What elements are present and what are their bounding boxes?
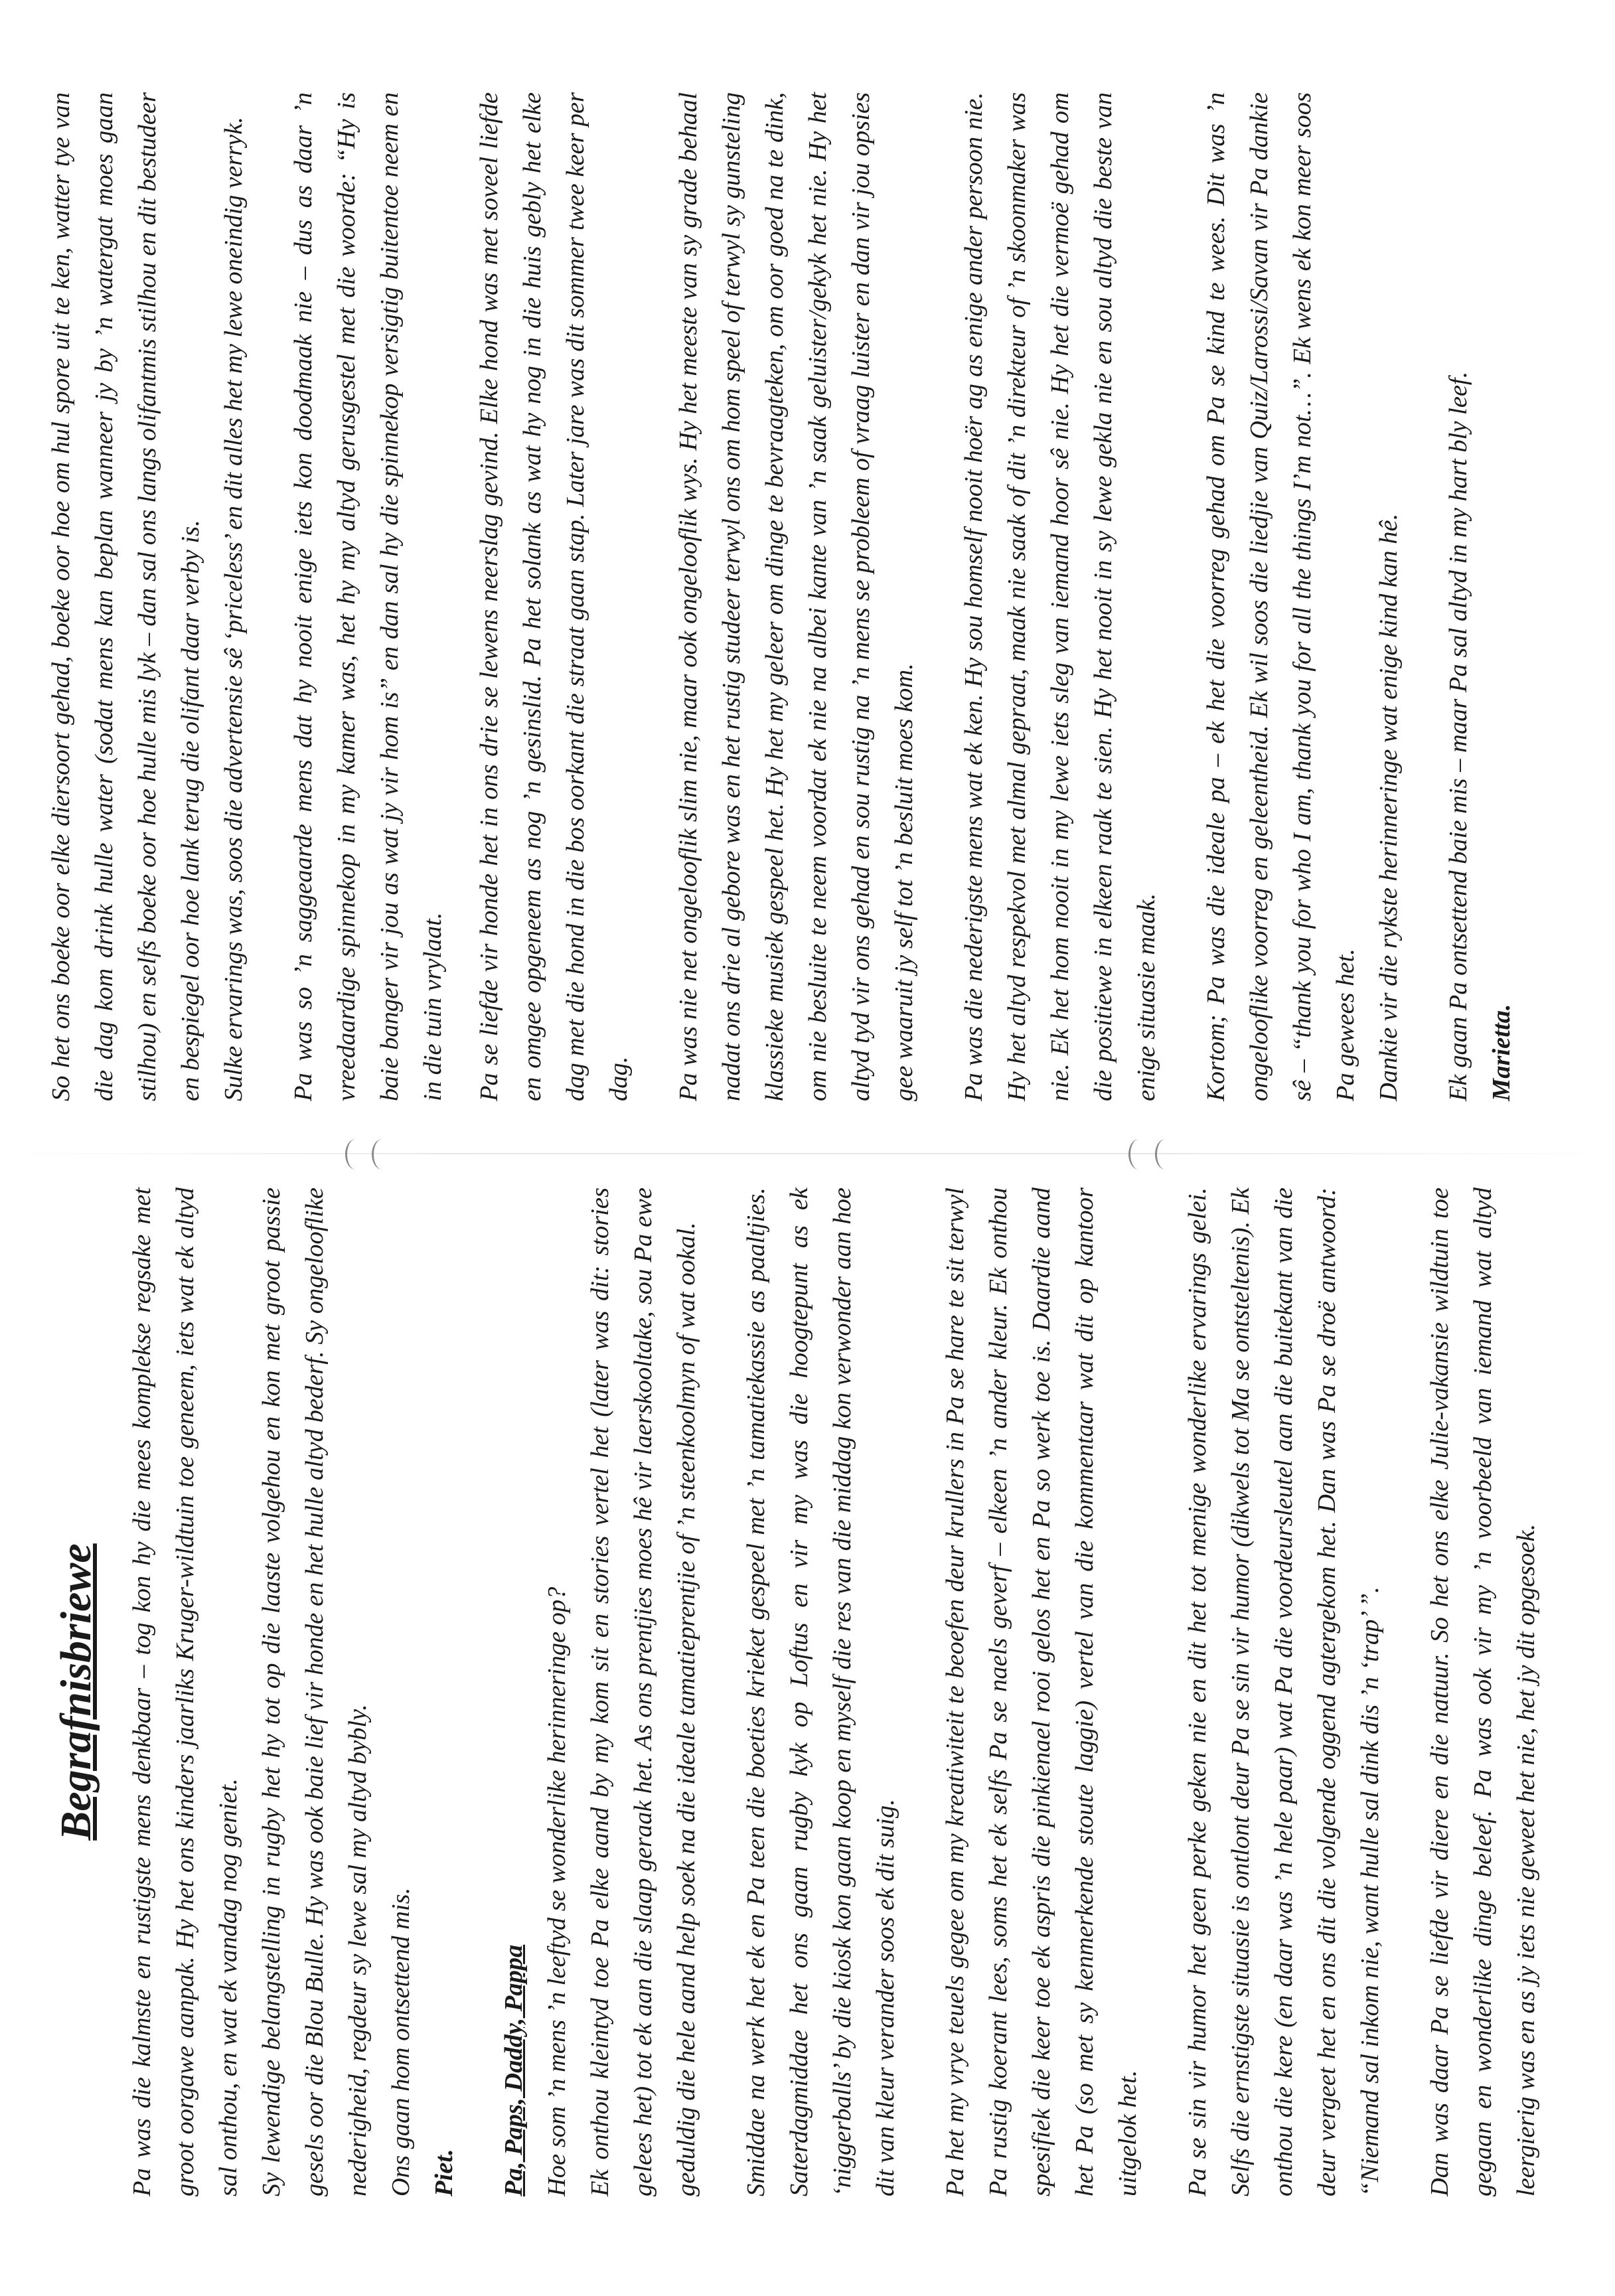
piet-paragraph-2: Sy lewendige belangstelling in rugby het hy tot op die laaste volgehou en kon met groot passie gesels oor die Blou Bulle. Hy was ook baie lief vir honde en het hulle altyd bederf. Sy ongelooflike nederigheid, regdeur sy lewe sal my altyd bybly. xyxy=(258,1187,372,2196)
paragraph-dogs: Pa se liefde vir honde het in ons drie se lewens neerslag gevind. Elke hond was met soveel liefde en omgee opgeneem as nog ’n gesinslid. Pa het solank as wat hy nog in die huis gebly het elke dag met die hond in die bos oorkant die straat gaan stap. Later jare was dit sommer twee keer per dag. xyxy=(475,92,633,1101)
piet-paragraph-3: Ons gaan hom ontsettend mis. xyxy=(387,1887,415,2196)
paragraph-books: So het ons boeke oor elke diersoort gehad, boeke oor hoe om hul spore uit te ken, watter tye van die dag kom drink hulle water (sodat mens kan beplan wanneer jy by ’n watergat moes gaan stilhou) en selfs boeke oor hoe hulle mis lyk – dan sal ons langs olifantmis stilhou en dit bestudeer en bespiegel oor hoe lank terug die olifant daar verby is. xyxy=(47,92,204,1101)
signature-marietta: Marietta. xyxy=(1488,1004,1515,1101)
paragraph-thanks: Dankie vir die rykste herinneringe wat enige kind kan hê. xyxy=(1375,513,1403,1101)
paragraph-humor: Pa se sin vir humor het geen perke geken nie en dit het tot menige wonderlike ervarings gelei. Selfs die ernstigste situasie is ontlont deur Pa se sin vir humor (dikwels tot Ma se ontsteltenis). Ek onthou die kere (en daar was ’n hele paar) wat Pa die voordeursleutel aan die buitekant van die deur vergeet het en ons dit die volgende oggend agtergekom het. Dan was Pa se droë antwoord: “Niemand sal inkom nie, want hulle sal dink dis ’n ‘trap’ ”. xyxy=(1184,1187,1384,2196)
paragraph-spider: Pa was so ’n saggeaarde mens dat hy nooit enige iets kon doodmaak nie – dus as daar ’n vreedaardige spinnekop in my kamer was, het hy my altyd gerusgestel met die woorde: “Hy is baie banger vir jou as wat jy vir hom is” en dan sal hy die spinnekop versigtig buitentoe neem en in die tuin vrylaat. xyxy=(289,92,447,1101)
binder-hole xyxy=(1128,1139,1149,1170)
letter-subheading: Pa, Paps, Daddy, Pappa xyxy=(500,1944,528,2196)
paragraph-miss: Ek gaan Pa ontsettend baie mis – maar Pa sal altyd in my hart bly leef. xyxy=(1444,371,1472,1101)
paragraph-question: Hoe som ’n mens ’n leeftyd se wonderlike herinneringe op? xyxy=(543,1586,571,2196)
binder-hole xyxy=(1155,1139,1176,1170)
left-column xyxy=(40,1187,1548,2196)
piet-paragraph-1: Pa was die kalmste en rustigste mens denkbaar – tog kon hy die mees komplekse regsake met groot oorgawe aanpak. Hy het ons kinders jaarliks Kruger-wildtuin toe geneem, iets wat ek altyd sal onthou, en wat ek vandag nog geniet. xyxy=(128,1187,242,2196)
paragraph-kortom: Kortom; Pa was die ideale pa – ek het die voorreg gehad om Pa se kind te wees. Dit was ’n ongelooflike voorreg en geleentheid. Ek wil soos die liedjie van Quiz/Larossi/Savan vir Pa dankie sê – “thank you for who I am, thank you for all the things I’m not…”. Ek wens ek kon meer soos Pa gewees het. xyxy=(1202,92,1359,1101)
binder-hole xyxy=(345,1139,366,1170)
page-fold xyxy=(0,1153,1615,1154)
paragraph-priceless: Sulke ervarings was, soos die advertensie sê ‘priceless’ en dit alles het my lewe oneindig verryk. xyxy=(220,117,248,1101)
paragraph-cricket: Smiddae na werk het ek en Pa teen die boeties krieket gespeel met ’n tamatiekassie as paaltjies. Saterdagmiddae het ons gaan rugby kyk op Loftus en vir my was die hoogtepunt as ek ‘niggerballs’ by die kiosk kon gaan koop en myself die res van die middag kon verwonder aan hoe dit van kleur verander soos ek dit suig. xyxy=(742,1187,899,2196)
document-title: Begrafnisbriewe xyxy=(52,1543,100,1841)
paragraph-humble: Pa was die nederigste mens wat ek ken. Hy sou homself nooit hoër ag as enige ander persoon nie. Hy het altyd respekvol met almal gepraat, maak nie saak of dit ’n direkteur of ’n skoonmaker was nie. Ek het hom nooit in my lewe iets sleg van iemand hoor sê nie. Hy het die vermoë gehad om die positiewe in elkeen raak te sien. Hy het nooit in sy lewe gekla nie en sou altyd die beste van enige situasie maak. xyxy=(960,92,1160,1101)
right-column xyxy=(40,92,1523,1101)
binder-hole xyxy=(372,1139,392,1170)
paragraph-stories: Ek onthou kleintyd toe Pa elke aand by my kom sit en stories vertel het (later was dit: stories gelees het) tot ek aan die slaap geraak het. As ons prentjies moes hê vir laerskooltake, sou Pa ewe geduldig die hele aand help soek na die ideale tamatieprentjie of ’n steenkoolmyn of wat ookal. xyxy=(586,1187,700,2196)
paragraph-nature: Dan was daar Pa se liefde vir diere en die natuur. So het ons elke Julie-vakansie wildtuin toe gegaan en wonderlike dinge beleef. Pa was ook vir my ’n voorbeeld van iemand wat altyd leergierig was en as jy iets nie geweet het nie, het jy dit opgesoek. xyxy=(1426,1187,1540,2196)
paragraph-wise: Pa was nie net ongelooflik slim nie, maar ook ongelooflik wys. Hy het meeste van sy grade behaal nadat ons drie al gebore was en het rustig studeer terwyl ons om hom speel of terwyl sy gunsteling klassieke musiek gespeel het. Hy het my geleer om dinge te bevraagteken, om oor goed na te dink, om nie besluite te neem voordat ek nie na albei kante van ’n saak geluister/gekyk het nie. Hy het altyd tyd vir ons gehad en sou rustig na ’n mens se probleem of vraag luister en dan vir jou opsies gee waaruit jy self tot ’n besluit moes kom. xyxy=(674,92,918,1101)
signature-piet: Piet. xyxy=(430,2149,458,2196)
paragraph-creativity: Pa het my vrye teuels gegee om my kreatiwiteit te beoefen deur krullers in Pa se hare te sit terwyl Pa rustig koerant lees, soms het ek selfs Pa se naels geverf – elkeen ’n ander kleur. Ek onthou spesifiek die keer toe ek aspris die pinkienael rooi gelos het en Pa so werk toe is. Daardie aand het Pa (so met sy kenmerkende stoute laggie) vertel van die kommentaar wat dit op kantoor uitgelok het. xyxy=(941,1187,1142,2196)
